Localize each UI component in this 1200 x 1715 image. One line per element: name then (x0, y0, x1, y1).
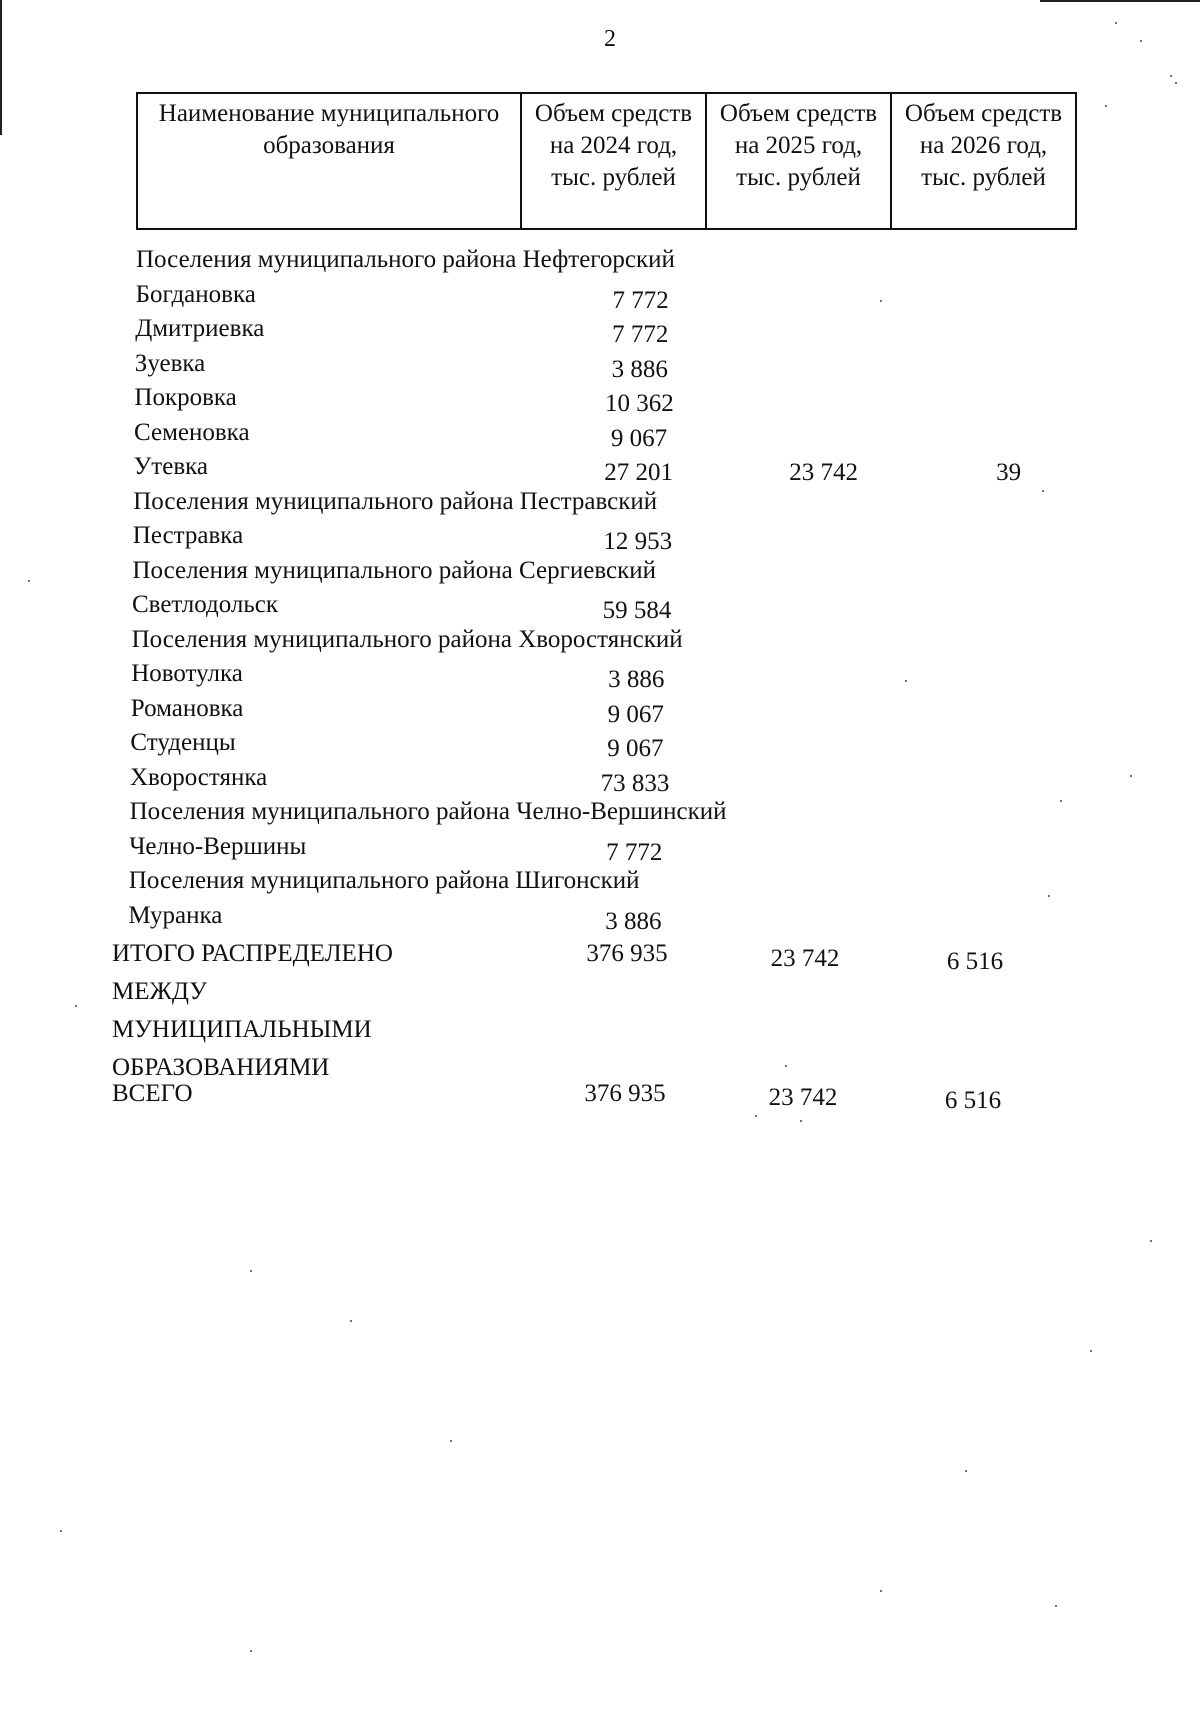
municipality-name: Муранка (128, 901, 223, 929)
grand-total-2026: 6 516 (944, 1087, 1002, 1114)
header-amount-2025: Объем средств на 2025 год, тыс. рублей (706, 93, 891, 229)
group-title: Поселения муниципального района Хворостянский (131, 625, 683, 653)
scan-speck (1130, 775, 1132, 777)
amount-2024: 9 067 (607, 700, 664, 728)
municipality-name: Хворостянка (130, 763, 268, 791)
scan-speck (880, 1590, 882, 1592)
group-title: Поселения муниципального района Шигонский (128, 867, 640, 894)
scan-speck (785, 1065, 787, 1067)
amount-2024: 3 886 (611, 355, 668, 383)
header-amount-2024: Объем средств на 2024 год, тыс. рублей (521, 93, 706, 229)
scan-speck (1090, 1350, 1092, 1352)
grand-total-2025: 23 742 (768, 1084, 838, 1111)
total-distributed-2026: 6 516 (946, 948, 1004, 975)
table-row (129, 830, 1129, 864)
group-title: Поселения муниципального района Челно-Вершинский (129, 798, 727, 825)
municipality-name: Семеновка (134, 418, 250, 446)
scan-speck (755, 1115, 757, 1117)
municipality-name: Утевка (133, 453, 208, 480)
amount-2024: 3 886 (608, 666, 665, 693)
municipality-name: Дмитриевка (135, 315, 265, 342)
amount-2024: 7 772 (606, 838, 663, 866)
amount-2024: 59 584 (602, 597, 672, 624)
scan-speck (250, 1270, 252, 1272)
scan-speck (1175, 82, 1177, 84)
scan-speck (1055, 1605, 1057, 1607)
table-header (136, 92, 1077, 230)
amount-2024: 9 067 (607, 735, 664, 762)
grand-total-label: ВСЕГО (112, 1080, 193, 1107)
grand-total-2024: 376 935 (584, 1080, 666, 1107)
scan-speck (1115, 22, 1117, 24)
table-row (136, 278, 1136, 312)
scan-speck (250, 1650, 252, 1652)
table-row (131, 692, 1131, 726)
scan-speck (1060, 800, 1062, 802)
header-municipality-name: Наименование муниципального образования (137, 93, 521, 229)
total-distributed-2025: 23 742 (770, 945, 840, 972)
municipality-name: Студенцы (130, 729, 236, 756)
scan-speck (350, 1320, 352, 1322)
scan-speck (450, 1440, 452, 1442)
group-title: Поселения муниципального района Сергиевский (132, 556, 656, 584)
table-row (134, 450, 1134, 484)
total-distributed-label-line: МЕЖДУ (112, 978, 207, 1005)
scan-speck (1105, 105, 1107, 107)
scan-edge-line (0, 0, 2, 135)
scan-top-line (1040, 0, 1200, 2)
scan-speck (880, 300, 882, 302)
scan-speck (1042, 490, 1044, 492)
scan-speck (800, 1120, 802, 1122)
municipality-name: Покровка (134, 384, 237, 411)
total-distributed-2024: 376 935 (586, 940, 668, 967)
group-title: Поселения муниципального района Пестравский (133, 487, 658, 515)
scan-speck (75, 1005, 77, 1007)
amount-2024: 7 772 (612, 286, 669, 314)
table-row (132, 588, 1132, 622)
page-number: 2 (604, 26, 616, 52)
header-amount-2026: Объем средств на 2026 год, тыс. рублей (891, 93, 1076, 229)
municipality-name: Светлодольск (132, 591, 278, 618)
amount-2025: 23 742 (789, 459, 858, 486)
table-row (130, 726, 1130, 760)
scan-speck (1048, 895, 1050, 897)
municipality-name: Челно-Вершины (129, 832, 307, 860)
group-title: Поселения муниципального района Нефтегорский (136, 246, 675, 273)
amount-2024: 3 886 (605, 907, 662, 935)
scan-speck (1150, 1240, 1152, 1242)
scan-speck (1170, 75, 1172, 77)
amount-2024: 12 953 (603, 528, 673, 555)
amount-2024: 9 067 (610, 424, 668, 452)
total-distributed-label-line: МУНИЦИПАЛЬНЫМИ (112, 1016, 372, 1043)
municipality-name: Романовка (130, 694, 244, 722)
total-distributed-label-line: ИТОГО РАСПРЕДЕЛЕНО (112, 940, 393, 967)
municipality-name: Зуевка (134, 349, 206, 377)
grand-total-row (112, 1075, 1112, 1115)
amount-2026: 39 (996, 459, 1022, 486)
total-distributed-row (112, 935, 1112, 1095)
table-row (135, 347, 1135, 381)
table-row (134, 381, 1134, 415)
scan-speck (905, 680, 907, 682)
table-row (130, 761, 1130, 795)
scan-speck (28, 580, 30, 582)
scan-speck (965, 1470, 967, 1472)
amount-2024: 7 772 (612, 321, 669, 348)
amount-2024: 10 362 (605, 390, 674, 417)
total-distributed-label-line: ОБРАЗОВАНИЯМИ (112, 1054, 330, 1081)
amount-2024: 27 201 (604, 459, 673, 486)
table-row (131, 657, 1131, 691)
table-row (134, 416, 1134, 450)
municipality-name: Новотулка (131, 660, 243, 687)
table-row (128, 899, 1128, 933)
scan-speck (1140, 40, 1142, 42)
table-row (133, 519, 1133, 553)
amount-2024: 73 833 (600, 769, 670, 797)
scan-speck (60, 1530, 62, 1532)
table-row (135, 312, 1135, 346)
municipality-name: Пестравка (132, 522, 244, 549)
municipality-name: Богдановка (135, 280, 256, 308)
